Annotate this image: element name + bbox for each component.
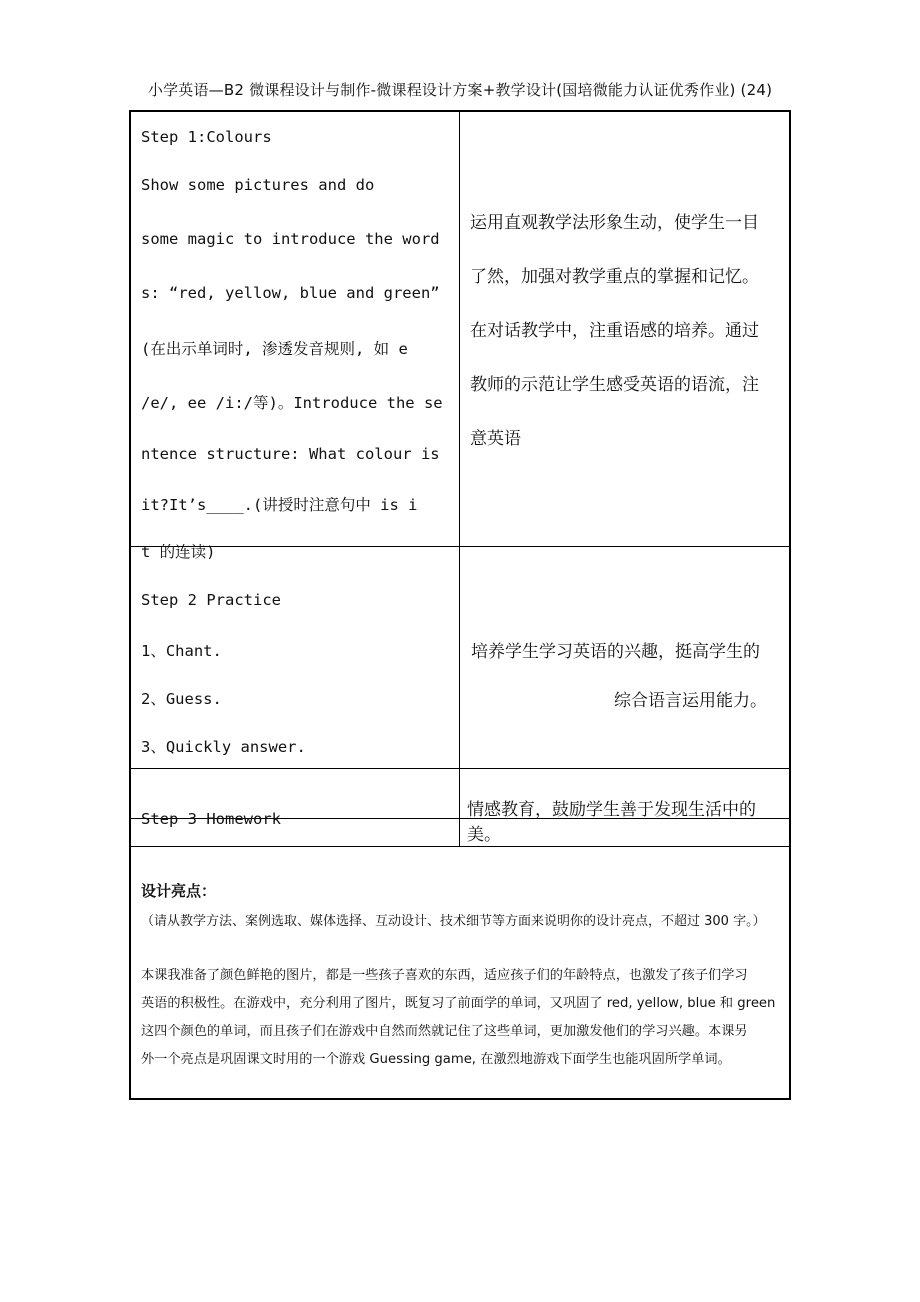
highlights-title: 设计亮点：	[141, 882, 217, 900]
step3-note-line: 情感教育，鼓励学生善于发现生活中的	[467, 800, 756, 820]
row-divider	[131, 768, 789, 769]
step2-line: Step 2 Practice	[141, 591, 281, 609]
step1-line: t 的连读)	[141, 543, 216, 561]
highlights-body-line: 英语的积极性。在游戏中，充分利用了图片，既复习了前面学的单词，又巩固了 red, yellow, blue 和 green	[141, 996, 776, 1011]
step2-line: 3、Quickly answer.	[141, 738, 306, 756]
step1-note-line: 在对话教学中，注重语感的培养。通过	[470, 321, 759, 341]
step1-line: /e/, ee /i:/等)。Introduce the se	[141, 394, 443, 412]
step2-line: 2、Guess.	[141, 690, 222, 708]
step1-line: Show some pictures and do	[141, 176, 375, 194]
step1-line: it?It’s____.(讲授时注意句中 is i	[141, 496, 418, 514]
step1-line: Step 1:Colours	[141, 128, 272, 146]
step1-note-line: 教师的示范让学生感受英语的语流，注	[470, 375, 759, 395]
column-divider	[459, 112, 460, 846]
highlights-instruction: （请从教学方法、案例选取、媒体选择、互动设计、技术细节等方面来说明你的设计亮点，不超过 300 字。）	[141, 914, 766, 929]
step1-line: some magic to introduce the word	[141, 230, 440, 248]
row-divider	[131, 546, 789, 547]
row-divider	[131, 846, 789, 847]
step3-title: Step 3 Homework	[141, 810, 281, 828]
highlights-body-line: 外一个亮点是巩固课文时用的一个游戏 Guessing game, 在激烈地游戏下面学生也能巩固所学单词。	[141, 1052, 731, 1067]
step2-line: 1、Chant.	[141, 642, 222, 660]
step1-line: s: “red, yellow, blue and green”	[141, 284, 440, 302]
highlights-body-line: 这四个颜色的单词，而且孩子们在游戏中自然而然就记住了这些单词，更加激发他们的学习兴趣。本课另	[141, 1024, 748, 1039]
step1-line: ntence structure: What colour is	[141, 445, 440, 463]
step1-note-line: 了然，加强对教学重点的掌握和记忆。	[470, 267, 759, 287]
lesson-table	[129, 110, 791, 1100]
step1-note-line: 运用直观教学法形象生动，使学生一目	[470, 213, 759, 233]
step2-note-line: 综合语言运用能力。	[614, 691, 767, 711]
step1-note-line: 意英语	[470, 429, 521, 449]
step1-line: (在出示单词时, 渗透发音规则, 如 e	[141, 340, 408, 358]
page-header: 小学英语—B2 微课程设计与制作-微课程设计方案+教学设计(国培微能力认证优秀作业) (24)	[147, 81, 773, 99]
step2-note-line: 培养学生学习英语的兴趣，挺高学生的	[471, 642, 760, 662]
highlights-body-line: 本课我准备了颜色鲜艳的图片，都是一些孩子喜欢的东西，适应孩子们的年龄特点，也激发了孩子们学习	[141, 968, 748, 983]
step3-note-line: 美。	[467, 825, 501, 845]
